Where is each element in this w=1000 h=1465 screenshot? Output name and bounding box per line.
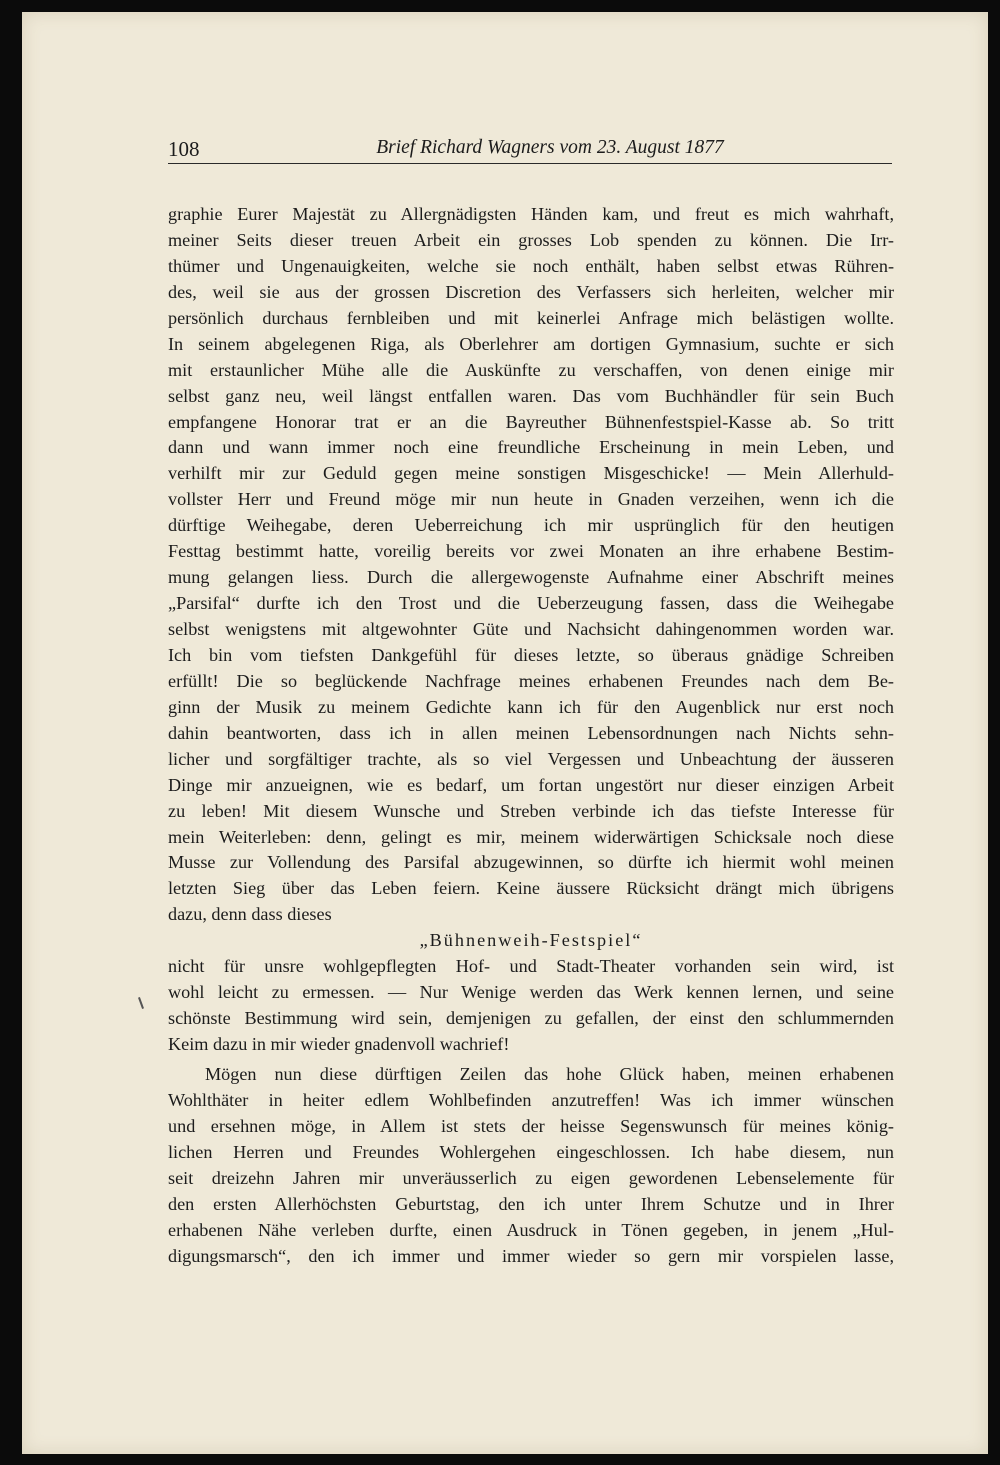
text-line: letzten Sieg über das Leben feiern. Keine äussere Rücksicht drängt mich übrigens <box>168 878 894 899</box>
text-line: Mögen nun diese dürftigen Zeilen das hohe Glück haben, meinen erhabenen <box>205 1063 894 1084</box>
text-line: dazu, denn dass dieses <box>168 904 332 925</box>
text-line: thümer und Ungenauigkeiten, welche sie noch enthält, haben selbst etwas Rühren- <box>168 255 894 276</box>
page-number: 108 <box>168 137 200 161</box>
letter-body <box>168 202 894 1269</box>
paragraph-2 <box>168 1062 894 1270</box>
centered-title-line: „Bühnenweih-Festspiel“ <box>419 930 643 951</box>
text-line: mit erstaunlicher Mühe alle die Auskünfte zu verschaffen, von denen einige mir <box>168 359 894 380</box>
text-line: den ersten Allerhöchsten Geburtstag, den ich unter Ihrem Schutze und in Ihrer <box>168 1193 894 1214</box>
text-line: dürftige Weihegabe, deren Ueberreichung ich mir usprünglich für den heutigen <box>168 515 894 536</box>
page-header <box>168 133 892 164</box>
text-line: erhabenen Nähe verleben durfte, einen Ausdruck in Tönen gegeben, in jenem „Hul- <box>168 1219 894 1240</box>
text-line: erfüllt! Die so beglückende Nachfrage meines erhabenen Freundes nach dem Be- <box>168 670 894 691</box>
text-line: des, weil sie aus der grossen Discretion des Verfassers sich herleiten, welcher mir <box>168 281 894 302</box>
text-line: mung gelangen liess. Durch die allergewogenste Aufnahme einer Abschrift meines <box>168 567 894 588</box>
text-line: Wohlthäter in heiter edlem Wohlbefinden anzutreffen! Was ich immer wünschen <box>168 1089 894 1110</box>
text-line: ginn der Musik zu meinem Gedichte kann ich für den Augenblick nur erst noch <box>168 696 894 717</box>
text-line: Keim dazu in mir wieder gnadenvoll wachrief! <box>168 1034 510 1054</box>
text-line: selbst wenigstens mit altgewohnter Güte und Nachsicht dahingenommen worden war. <box>168 619 894 639</box>
text-line: licher und sorgfältiger trachte, als so viel Vergessen und Unbeachtung der äusseren <box>168 748 894 769</box>
text-line: wohl leicht zu ermessen. — Nur Wenige werden das Werk kennen lernen, und seine <box>168 982 894 1003</box>
text-line: Dinge mir anzueignen, wie es bedarf, um fortan ungestört nur dieser einzigen Arbeit <box>168 774 894 795</box>
text-line: Musse zur Vollendung des Parsifal abzugewinnen, so dürfte ich hiermit wohl meinen <box>168 852 894 873</box>
text-line: schönste Bestimmung wird sein, demjenigen zu gefallen, der einst den schlummernden <box>168 1008 894 1029</box>
text-line: In seinem abgelegenen Riga, als Oberlehrer am dortigen Gymnasium, suchte er sich <box>168 333 894 354</box>
text-line: graphie Eurer Majestät zu Allergnädigsten Händen kam, und freut es mich wahrhaft, <box>168 204 894 224</box>
text-line: zu leben! Mit diesem Wunsche und Streben verbinde ich das tiefste Interesse für <box>168 800 894 821</box>
text-line: verhilft mir zur Geduld gegen meine sonstigen Misgeschicke! — Mein Allerhuld- <box>168 463 894 484</box>
paragraph-1 <box>168 202 894 1058</box>
text-line: Ich bin vom tiefsten Dankgefühl für dieses letzte, so überaus gnädige Schreiben <box>168 644 894 665</box>
running-title: Brief Richard Wagners vom 23. August 1877 <box>376 137 724 158</box>
text-line: digungsmarsch“, den ich immer und immer wieder so gern mir vorspielen lasse, <box>168 1245 894 1266</box>
text-line: Festtag bestimmt hatte, voreilig bereits vor zwei Monaten an ihre erhabene Bestim- <box>168 541 894 562</box>
text-line: nicht für unsre wohlgepflegten Hof- und Stadt-Theater vorhanden sein wird, ist <box>168 956 894 977</box>
text-line: lichen Herren und Freundes Wohlergehen eingeschlossen. Ich habe diesem, nun <box>168 1141 894 1162</box>
text-line: vollster Herr und Freund möge mir nun heute in Gnaden verzeihen, wenn ich die <box>168 489 894 510</box>
text-line: seit dreizehn Jahren mir unveräusserlich zu eigen gewordenen Lebenselemente für <box>168 1167 894 1188</box>
text-line: selbst ganz neu, weil längst entfallen waren. Das vom Buchhändler für sein Buch <box>168 385 894 406</box>
text-line: dann und wann immer noch eine freundliche Erscheinung in mein Leben, und <box>168 437 894 458</box>
text-line: persönlich durchaus fernbleiben und mit keinerlei Anfrage mich belästigen wollte. <box>168 307 894 328</box>
text-line: meiner Seits dieser treuen Arbeit ein grosses Lob spenden zu können. Die Irr- <box>168 229 894 250</box>
text-line: und ersehnen möge, in Allem ist stets der heisse Segenswunsch für meines könig- <box>168 1115 894 1136</box>
text-line: mein Weiterleben: denn, gelingt es mir, meinem widerwärtigen Schicksale noch diese <box>168 826 894 847</box>
text-line: dahin beantworten, dass ich in allen meinen Lebensordnungen nach Nichts sehn- <box>168 722 894 743</box>
text-line: „Parsifal“ durfte ich den Trost und die Ueberzeugung fassen, dass die Weihegabe <box>168 593 894 614</box>
text-line: empfangene Honorar trat er an die Bayreuther Bühnenfestspiel-Kasse ab. So tritt <box>168 411 894 432</box>
